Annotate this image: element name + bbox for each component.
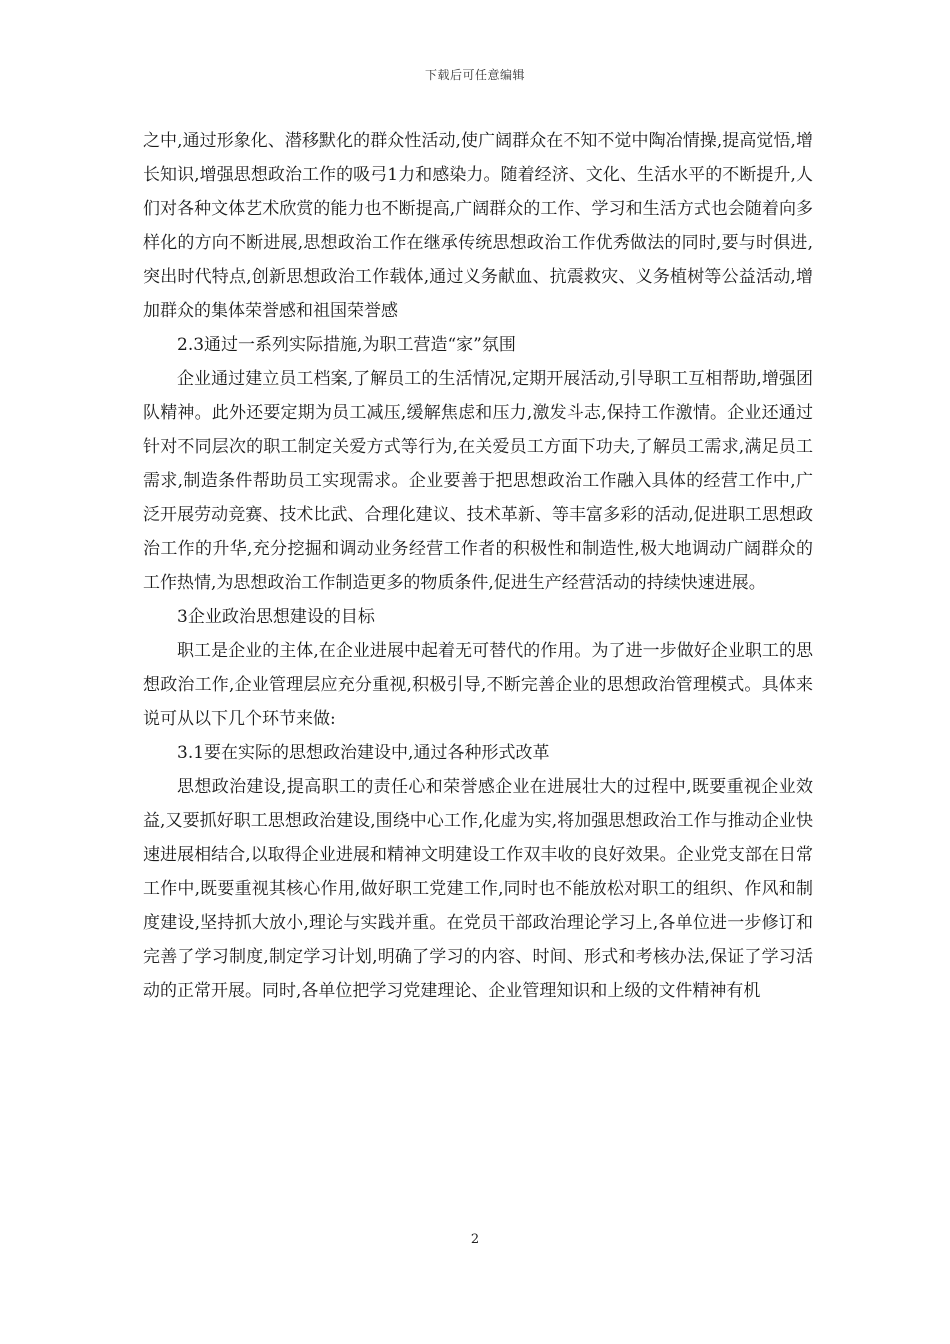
paragraph: 企业通过建立员工档案,了解员工的生活情况,定期开展活动,引导职工互相帮助,增强团队精神。此外还要定期为员工减压,缓解焦虑和压力,激发斗志,保持工作激情。企业还通过针对不同层次的职工制定关爱方式等行为,在关爱员工方面下功夫,了解员工需求,满足员工需求,制造条件帮助员工实现需求。企业要善于把思想政治工作融入具体的经营工作中,广泛开展劳动竞赛、技术比武、合理化建议、技术革新、等丰富多彩的活动,促进职工思想政治工作的升华,充分挖掘和调动业务经营工作者的积极性和制造性,极大地调动广阔群众的工作热情,为思想政治工作制造更多的物质条件,促进生产经营活动的持续快速进展。 [143,369,813,593]
section-heading: 2.3通过一系列实际措施,为职工营造“家”氛围 [177,335,516,355]
section-heading: 3企业政治思想建设的目标 [177,607,375,627]
page-header: 下载后可任意编辑 [424,68,525,82]
paragraph: 之中,通过形象化、潜移默化的群众性活动,使广阔群众在不知不觉中陶冶情操,提高觉悟,增长知识,增强思想政治工作的吸弓1力和感染力。随着经济、文化、生活水平的不断提升,人们对各种文体艺术欣赏的能力也不断提高,广阔群众的工作、学习和生活方式也会随着向多样化的方向不断进展,思想政治工作在继承传统思想政治工作优秀做法的同时,要与时俱进,突出时代特点,创新思想政治工作载体,通过义务献血、抗震救灾、义务植树等公益活动,增加群众的集体荣誉感和祖国荣誉感 [143,131,813,321]
document-body [143,124,813,1008]
section-heading: 3.1要在实际的思想政治建设中,通过各种形式改革 [177,743,550,763]
paragraph: 职工是企业的主体,在企业进展中起着无可替代的作用。为了进一步做好企业职工的思想政治工作,企业管理层应充分重视,积极引导,不断完善企业的思想政治管理模式。具体来说可从以下几个环节来做: [143,641,813,729]
paragraph: 思想政治建设,提高职工的责任心和荣誉感企业在进展壮大的过程中,既要重视企业效益,又要抓好职工思想政治建设,围绕中心工作,化虚为实,将加强思想政治工作与推动企业快速进展相结合,以取得企业进展和精神文明建设工作双丰收的良好效果。企业党支部在日常工作中,既要重视其核心作用,做好职工党建工作,同时也不能放松对职工的组织、作风和制度建设,坚持抓大放小,理论与实践并重。在党员干部政治理论学习上,各单位进一步修订和完善了学习制度,制定学习计划,明确了学习的内容、时间、形式和考核办法,保证了学习活动的正常开展。同时,各单位把学习党建理论、企业管理知识和上级的文件精神有机 [143,777,813,1001]
page-number: 2 [470,1232,480,1247]
